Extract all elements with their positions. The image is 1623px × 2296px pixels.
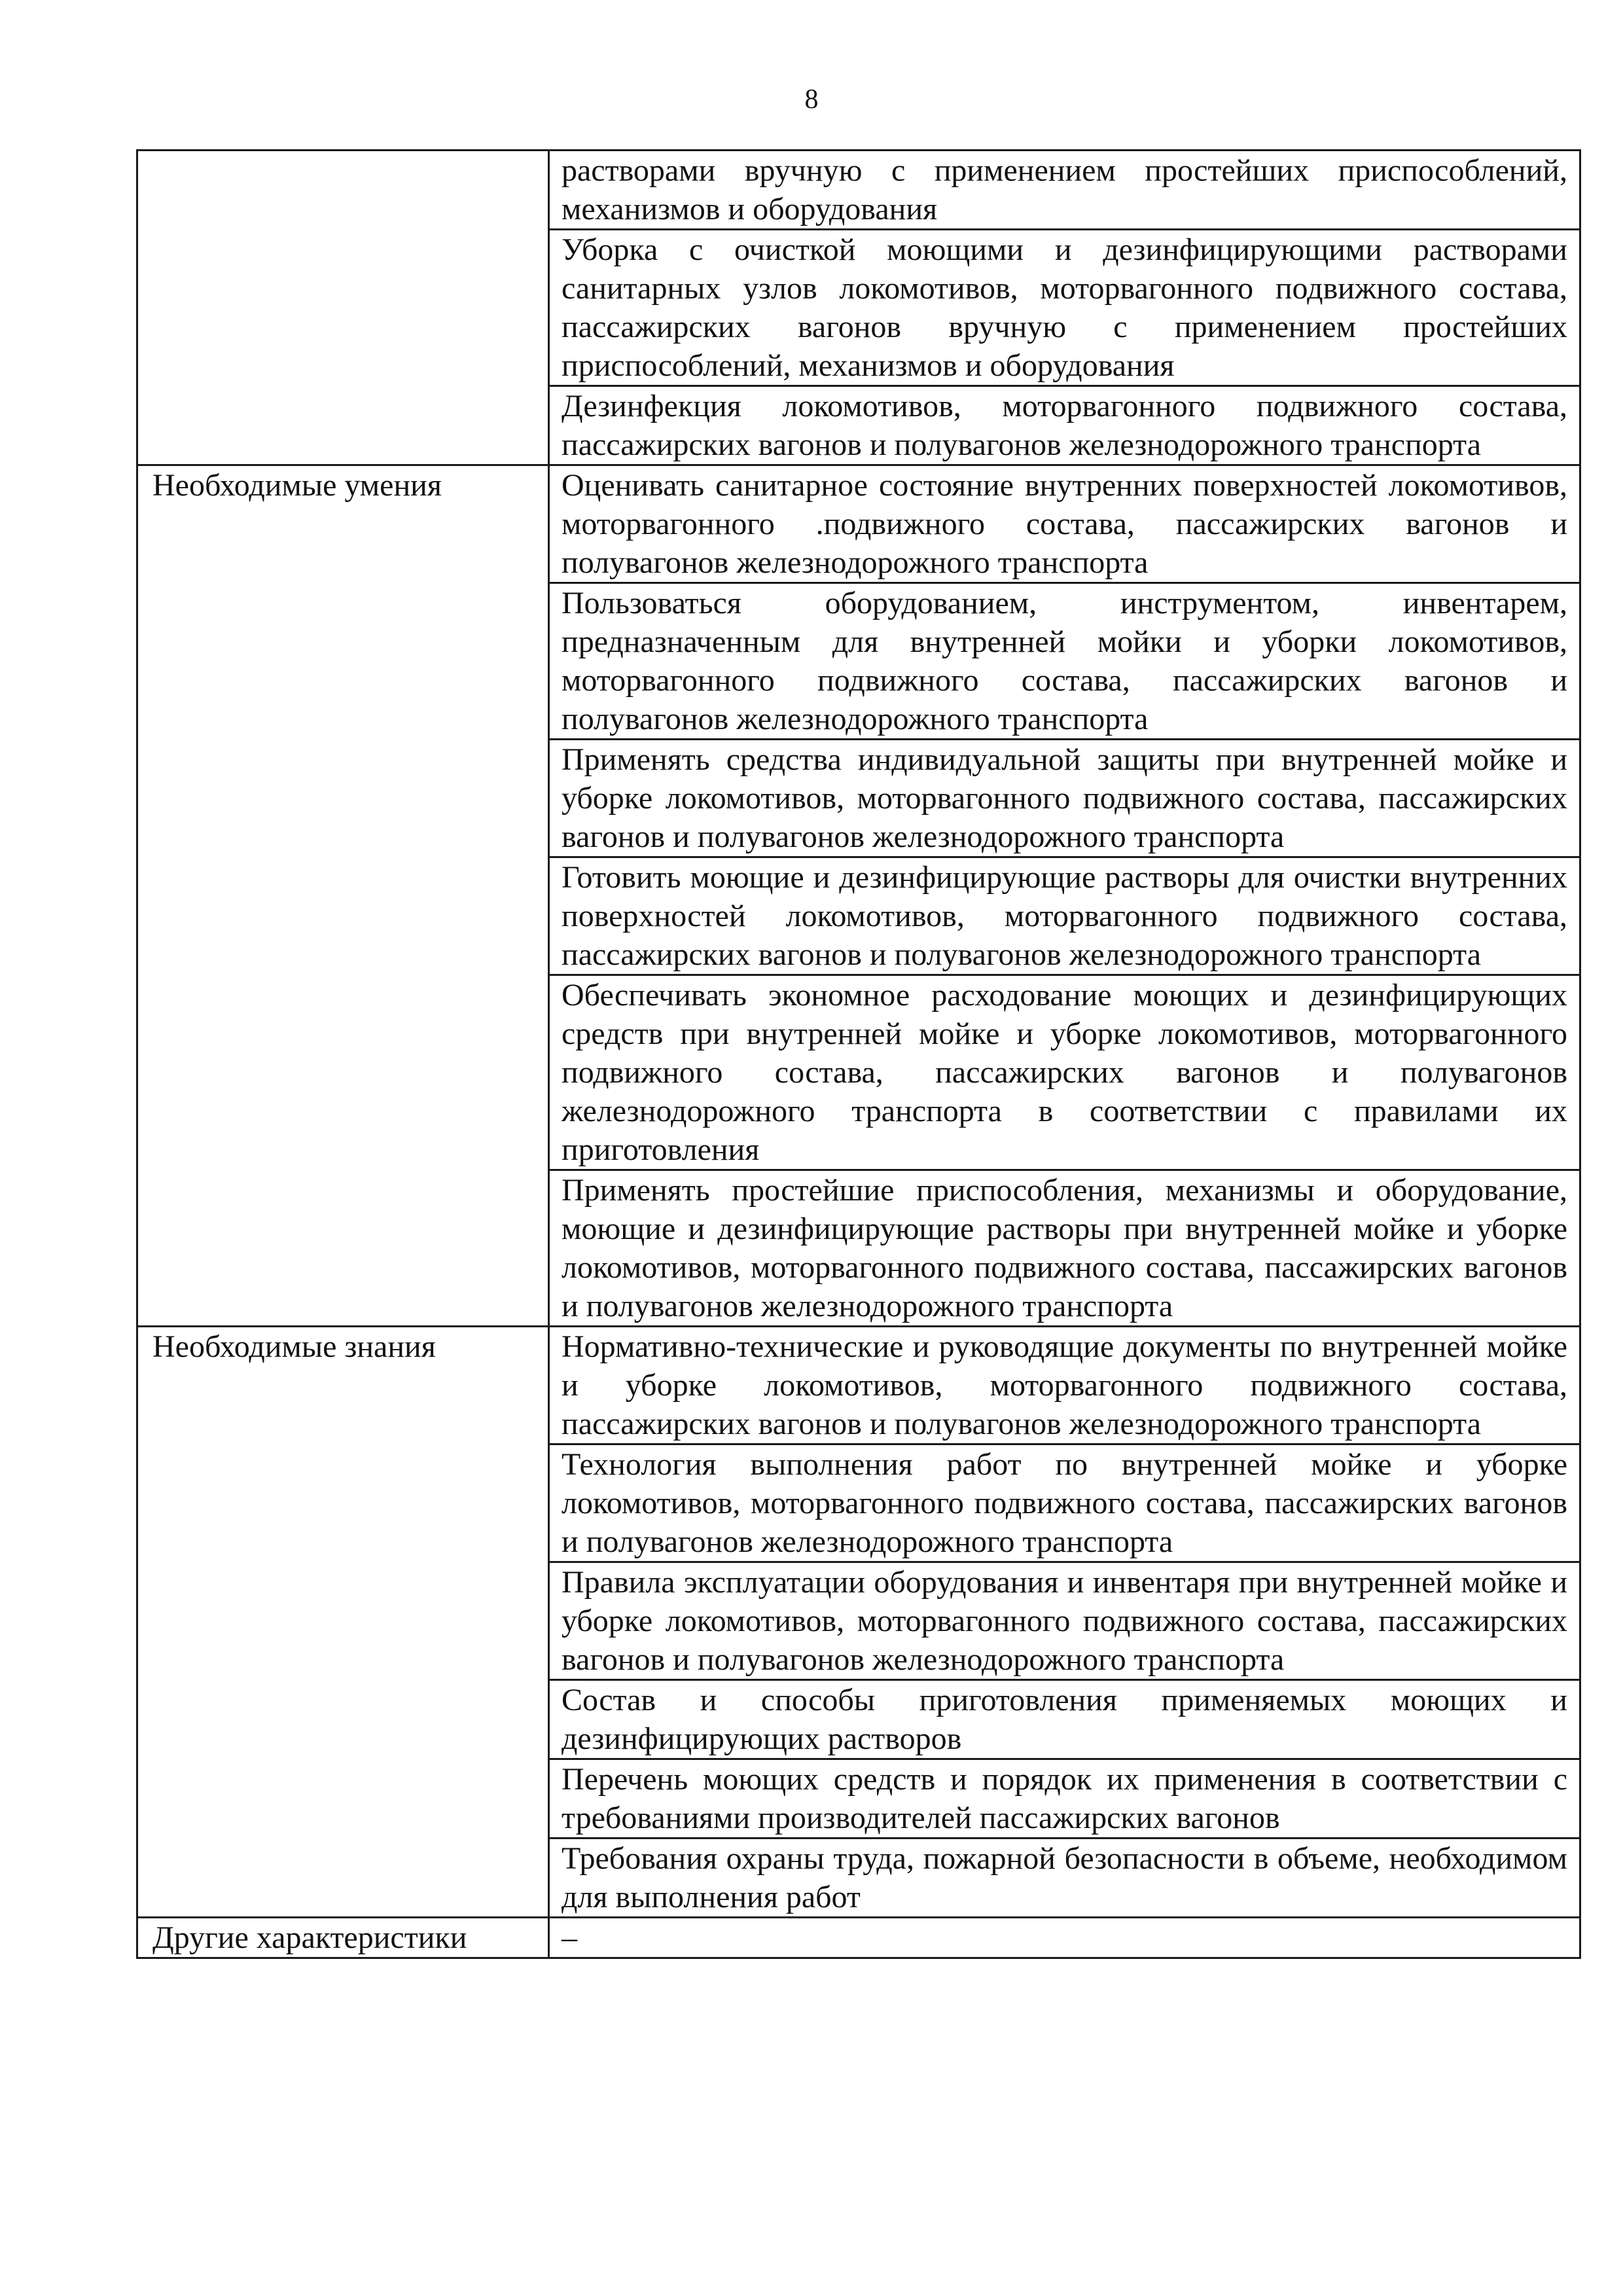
table-cell: Оценивать санитарное состояние внутренних поверхностей локомотивов, моторвагонного .подвижного состава, пассажирских вагонов и полувагонов железнодорожного транспорта [549,465,1580,583]
table-cell: – [549,1918,1580,1958]
table-row [137,1327,1580,1444]
row-label: Необходимые знания [137,1327,549,1918]
table-cell: Пользоваться оборудованием, инструментом, инвентарем, предназначенным для внутренней мойки и уборки локомотивов, моторвагонного подвижного состава, пассажирских вагонов и полувагонов железнодорожного транспорта [549,583,1580,740]
requirements-table [136,149,1581,1959]
table-cell: Уборка с очисткой моющими и дезинфицирующими растворами санитарных узлов локомотивов, моторвагонного подвижного состава, пассажирских вагонов вручную с применением простейших приспособлений, механизмов и оборудования [549,230,1580,386]
requirements-table-body [137,151,1580,1958]
table-cell: Применять средства индивидуальной защиты при внутренней мойке и уборке локомотивов, моторвагонного подвижного состава, пассажирских вагонов и полувагонов железнодорожного транспорта [549,740,1580,857]
table-row [137,1918,1580,1958]
table-row [137,465,1580,583]
table-cell: Применять простейшие приспособления, механизмы и оборудование, моющие и дезинфицирующие растворы при внутренней мойке и уборке локомотивов, моторвагонного подвижного состава, пассажирских вагонов и полувагонов железнодорожного транспорта [549,1170,1580,1327]
table-cell: растворами вручную с применением простейших приспособлений, механизмов и оборудования [549,151,1580,230]
page-number: 8 [804,84,819,115]
row-label: Другие характеристики [137,1918,549,1958]
table-cell: Дезинфекция локомотивов, моторвагонного подвижного состава, пассажирских вагонов и полувагонов железнодорожного транспорта [549,386,1580,465]
table-cell: Нормативно-технические и руководящие документы по внутренней мойке и уборке локомотивов, моторвагонного подвижного состава, пассажирских вагонов и полувагонов железнодорожного транспорта [549,1327,1580,1444]
table-cell: Требования охраны труда, пожарной безопасности в объеме, необходимом для выполнения работ [549,1839,1580,1918]
row-label: Необходимые умения [137,465,549,1327]
row-label [137,151,549,465]
table-cell: Обеспечивать экономное расходование моющих и дезинфицирующих средств при внутренней мойке и уборке локомотивов, моторвагонного подвижного состава, пассажирских вагонов и полувагонов железнодорожного транспорта в соответствии с правилами их приготовления [549,975,1580,1170]
table-cell: Готовить моющие и дезинфицирующие растворы для очистки внутренних поверхностей локомотивов, моторвагонного подвижного состава, пассажирских вагонов и полувагонов железнодорожного транспорта [549,857,1580,975]
table-row [137,151,1580,230]
table-cell: Состав и способы приготовления применяемых моющих и дезинфицирующих растворов [549,1680,1580,1759]
table-cell: Перечень моющих средств и порядок их применения в соответствии с требованиями производителей пассажирских вагонов [549,1759,1580,1839]
table-cell: Правила эксплуатации оборудования и инвентаря при внутренней мойке и уборке локомотивов, моторвагонного подвижного состава, пассажирских вагонов и полувагонов железнодорожного транспорта [549,1562,1580,1680]
table-cell: Технология выполнения работ по внутренней мойке и уборке локомотивов, моторвагонного подвижного состава, пассажирских вагонов и полувагонов железнодорожного транспорта [549,1444,1580,1562]
